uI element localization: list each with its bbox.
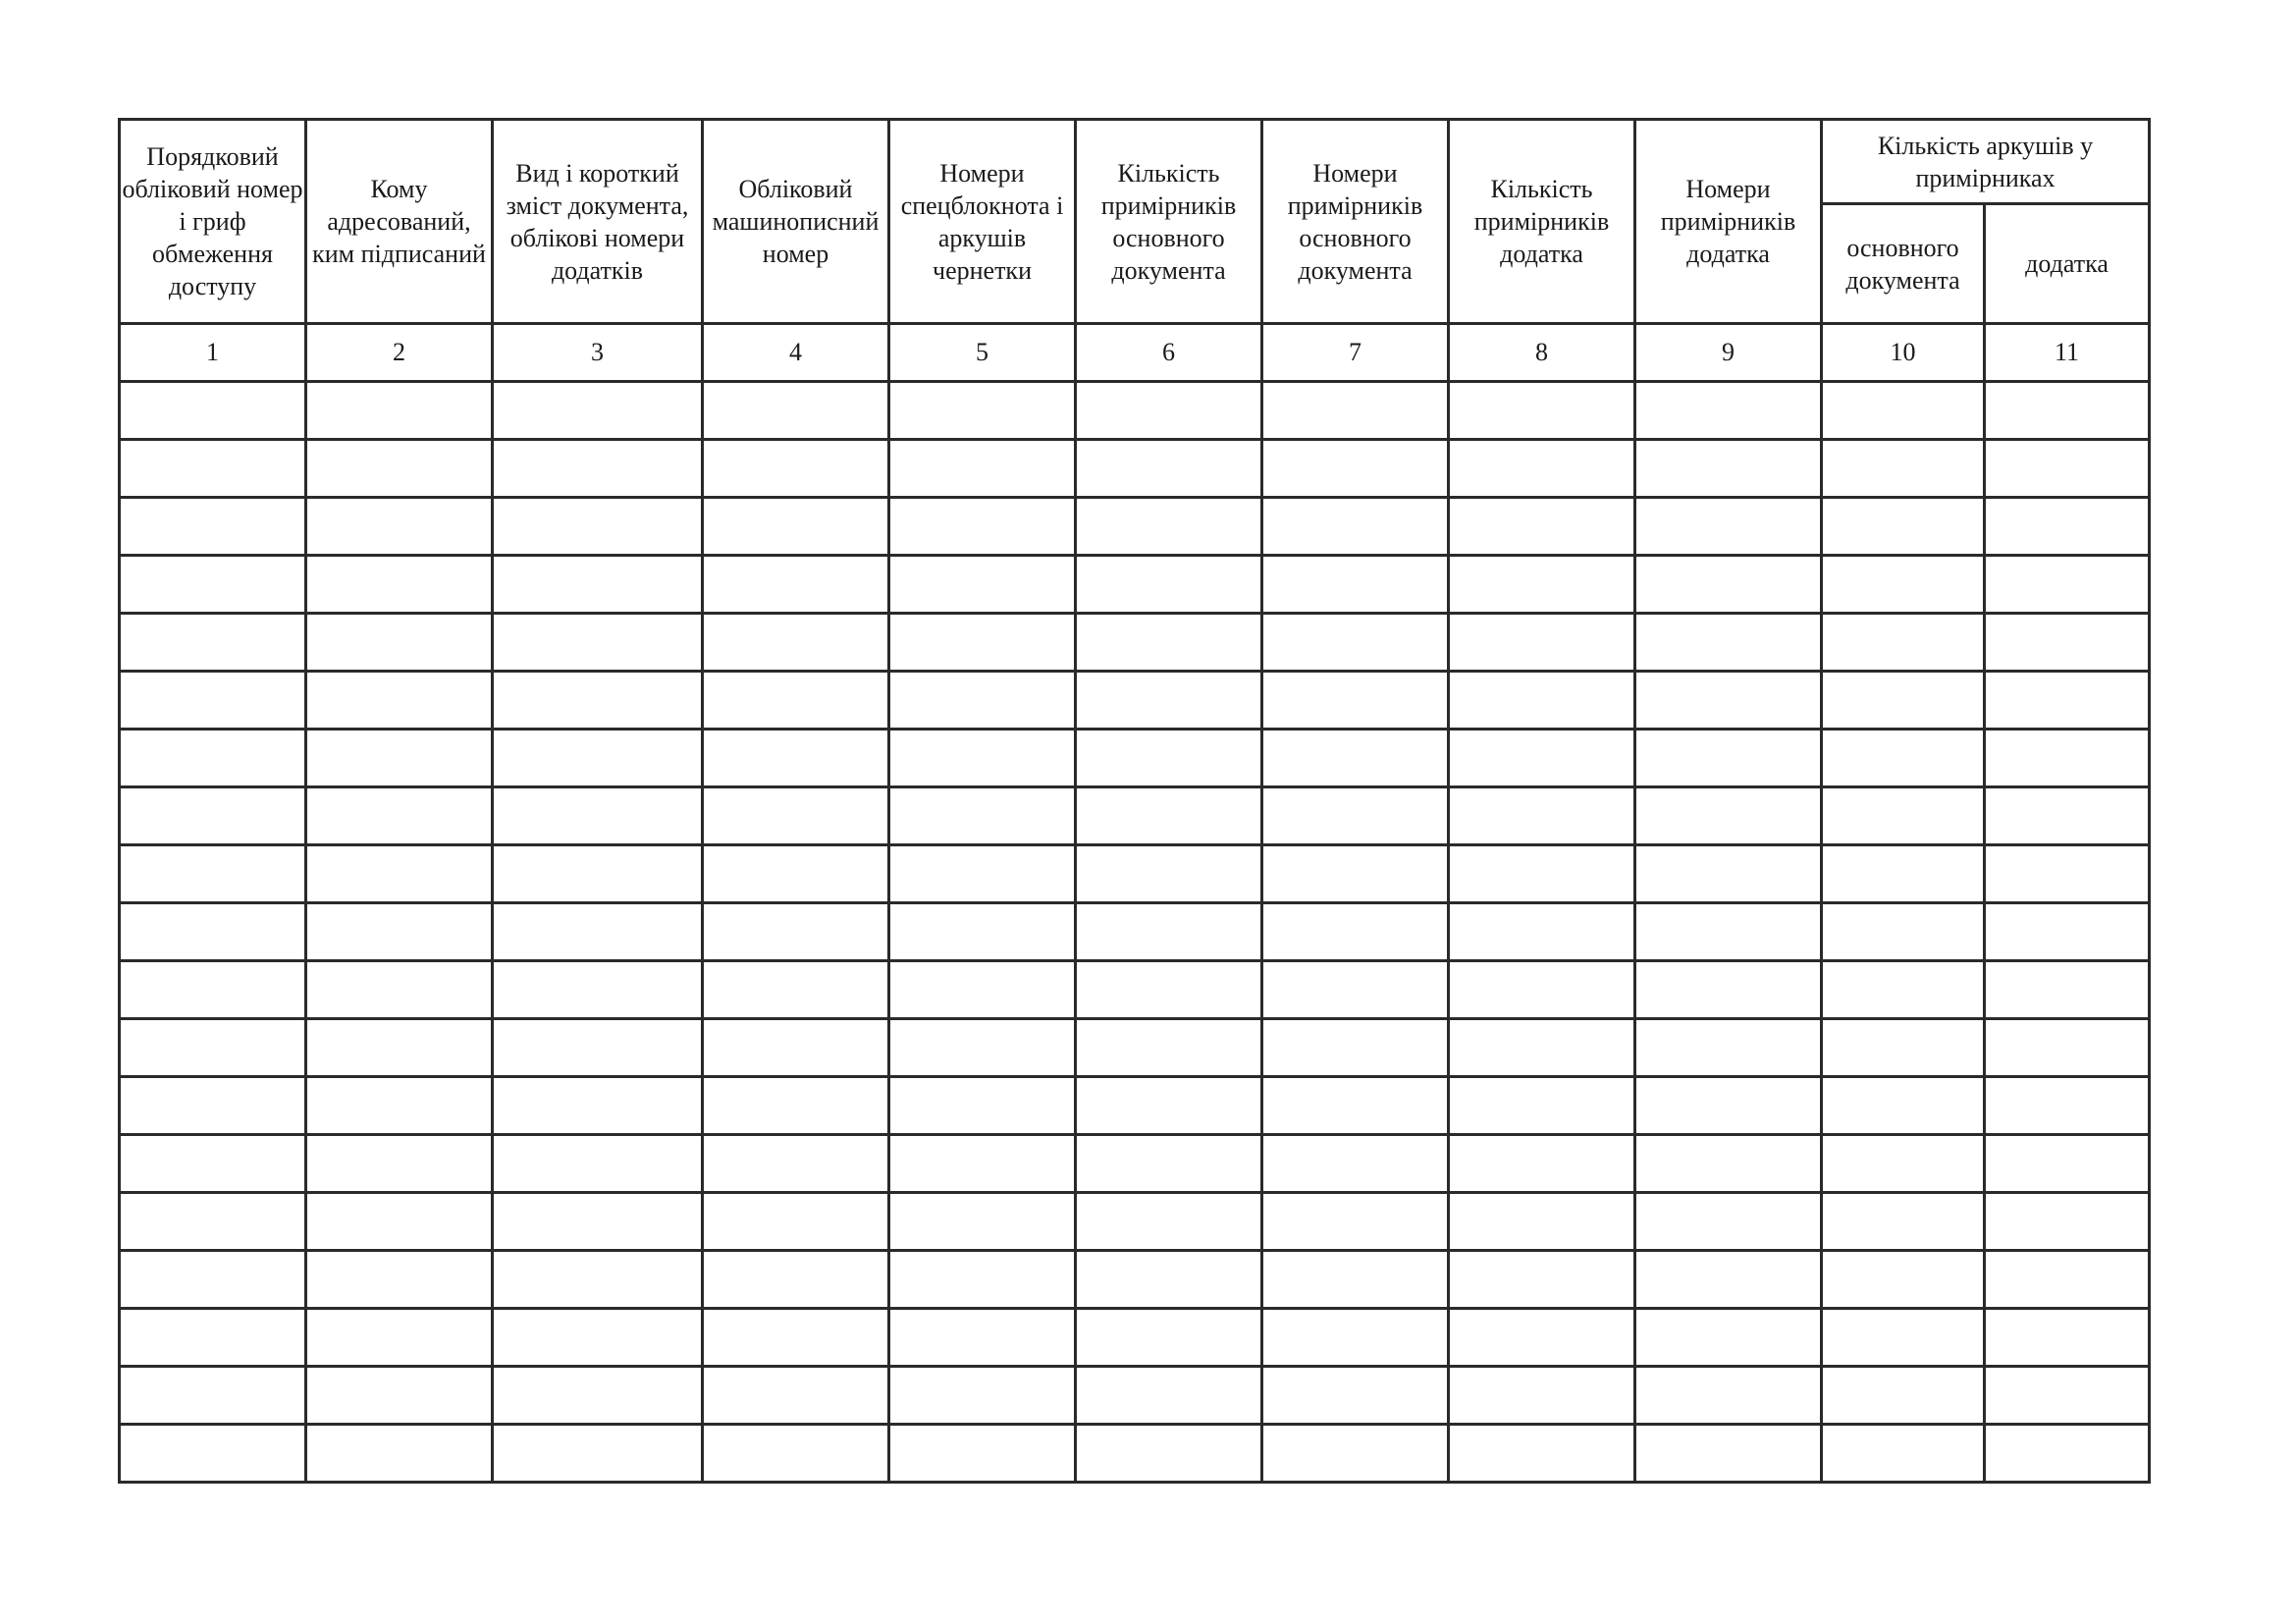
- table-cell: [1985, 1193, 2150, 1251]
- table-cell: [1076, 498, 1262, 556]
- header-cell-3: Вид і короткий зміст документа, облікові номери додатків: [493, 120, 703, 324]
- table-cell: [493, 961, 703, 1019]
- table-cell: [703, 672, 889, 730]
- table-cell: [1449, 440, 1635, 498]
- table-row: [120, 845, 2150, 903]
- table-cell: [703, 1425, 889, 1483]
- header-cell-7: Номери примірників основного документа: [1262, 120, 1449, 324]
- table-cell: [1985, 1251, 2150, 1309]
- table-cell: [120, 1425, 306, 1483]
- table-cell: [493, 1193, 703, 1251]
- table-cell: [1985, 556, 2150, 614]
- table-cell: [1635, 1367, 1822, 1425]
- table-cell: [120, 1019, 306, 1077]
- table-cell: [889, 961, 1076, 1019]
- table-cell: [1985, 730, 2150, 787]
- table-cell: [120, 498, 306, 556]
- table-cell: [1449, 672, 1635, 730]
- table-row: [120, 672, 2150, 730]
- table-cell: [120, 440, 306, 498]
- table-cell: [306, 1425, 493, 1483]
- column-number: 11: [1985, 324, 2150, 382]
- column-number: 4: [703, 324, 889, 382]
- table-cell: [889, 1193, 1076, 1251]
- table-cell: [1449, 1425, 1635, 1483]
- table-row: [120, 1135, 2150, 1193]
- table-cell: [703, 845, 889, 903]
- table-cell: [1076, 845, 1262, 903]
- table-cell: [493, 1367, 703, 1425]
- column-number: 1: [120, 324, 306, 382]
- table-cell: [1449, 498, 1635, 556]
- table-cell: [306, 1251, 493, 1309]
- table-cell: [1262, 903, 1449, 961]
- table-cell: [889, 1425, 1076, 1483]
- table-cell: [1822, 1135, 1985, 1193]
- table-cell: [889, 498, 1076, 556]
- table-cell: [1076, 903, 1262, 961]
- table-cell: [703, 498, 889, 556]
- header-cell-8: Кількість примірників додатка: [1449, 120, 1635, 324]
- column-number: 6: [1076, 324, 1262, 382]
- table-cell: [1262, 672, 1449, 730]
- table-cell: [1635, 1193, 1822, 1251]
- table-cell: [889, 903, 1076, 961]
- table-cell: [1262, 1193, 1449, 1251]
- table-cell: [703, 1135, 889, 1193]
- table-cell: [889, 787, 1076, 845]
- table-cell: [1985, 498, 2150, 556]
- table-cell: [1635, 382, 1822, 440]
- table-cell: [120, 1367, 306, 1425]
- table-row: [120, 1251, 2150, 1309]
- table-cell: [889, 1251, 1076, 1309]
- table-header: [120, 120, 2150, 382]
- table-row: [120, 1193, 2150, 1251]
- table-cell: [889, 1367, 1076, 1425]
- table-cell: [306, 672, 493, 730]
- table-cell: [120, 672, 306, 730]
- table-cell: [1262, 382, 1449, 440]
- table-cell: [306, 730, 493, 787]
- table-cell: [1076, 1135, 1262, 1193]
- table-cell: [120, 1077, 306, 1135]
- table-cell: [889, 845, 1076, 903]
- column-number: 10: [1822, 324, 1985, 382]
- table-cell: [703, 903, 889, 961]
- table-cell: [1449, 730, 1635, 787]
- table-cell: [306, 614, 493, 672]
- table-cell: [1985, 1077, 2150, 1135]
- table-cell: [306, 498, 493, 556]
- table-cell: [1449, 1193, 1635, 1251]
- table-cell: [1822, 1019, 1985, 1077]
- table-cell: [1822, 961, 1985, 1019]
- table-cell: [1262, 787, 1449, 845]
- table-cell: [1449, 614, 1635, 672]
- table-cell: [1822, 672, 1985, 730]
- table-cell: [1262, 556, 1449, 614]
- table-cell: [1262, 440, 1449, 498]
- table-cell: [1262, 614, 1449, 672]
- table-cell: [1076, 1309, 1262, 1367]
- table-row: [120, 440, 2150, 498]
- table-cell: [1262, 1251, 1449, 1309]
- table-cell: [306, 961, 493, 1019]
- table-cell: [493, 1309, 703, 1367]
- table-cell: [1449, 1077, 1635, 1135]
- table-cell: [120, 1251, 306, 1309]
- table-cell: [1076, 787, 1262, 845]
- table-row: [120, 614, 2150, 672]
- sub-header-appendix: додатка: [1985, 204, 2150, 324]
- table-cell: [889, 382, 1076, 440]
- table-cell: [120, 1135, 306, 1193]
- table-cell: [1635, 1019, 1822, 1077]
- table-cell: [306, 1135, 493, 1193]
- table-cell: [1449, 382, 1635, 440]
- table-cell: [306, 1077, 493, 1135]
- table-cell: [1635, 1077, 1822, 1135]
- table-cell: [306, 787, 493, 845]
- table-cell: [120, 845, 306, 903]
- table-cell: [1635, 440, 1822, 498]
- header-cell-5: Номери спецблокнота і аркушів чернетки: [889, 120, 1076, 324]
- table-cell: [493, 845, 703, 903]
- table-cell: [1076, 1019, 1262, 1077]
- table-cell: [1076, 382, 1262, 440]
- table-row: [120, 1019, 2150, 1077]
- table-cell: [1822, 1425, 1985, 1483]
- table-cell: [1635, 903, 1822, 961]
- table-cell: [889, 1135, 1076, 1193]
- table-cell: [493, 498, 703, 556]
- table-cell: [1635, 556, 1822, 614]
- table-cell: [703, 1367, 889, 1425]
- column-number: 3: [493, 324, 703, 382]
- table-cell: [120, 382, 306, 440]
- table-cell: [493, 787, 703, 845]
- table-cell: [120, 787, 306, 845]
- table-cell: [1985, 382, 2150, 440]
- table-cell: [1076, 672, 1262, 730]
- header-cell-1: Порядковий обліковий номер і гриф обмеження доступу: [120, 120, 306, 324]
- table-cell: [1076, 1251, 1262, 1309]
- table-cell: [889, 440, 1076, 498]
- table-cell: [306, 556, 493, 614]
- table-row: [120, 1309, 2150, 1367]
- table-cell: [493, 382, 703, 440]
- table-cell: [1985, 961, 2150, 1019]
- table-cell: [1262, 1077, 1449, 1135]
- table-cell: [889, 1019, 1076, 1077]
- table-cell: [703, 787, 889, 845]
- table-cell: [1449, 787, 1635, 845]
- table-cell: [1449, 845, 1635, 903]
- sub-header-main-document: основного документа: [1822, 204, 1985, 324]
- table-cell: [1822, 1251, 1985, 1309]
- table-cell: [1076, 556, 1262, 614]
- table-cell: [493, 1251, 703, 1309]
- table-cell: [1635, 614, 1822, 672]
- table-cell: [1635, 787, 1822, 845]
- table-cell: [493, 614, 703, 672]
- table-cell: [1985, 845, 2150, 903]
- group-header-sheet-count: Кількість аркушів у примірниках: [1822, 120, 2150, 204]
- table-cell: [1076, 1193, 1262, 1251]
- table-cell: [1262, 1135, 1449, 1193]
- header-cell-6: Кількість примірників основного документа: [1076, 120, 1262, 324]
- table-cell: [1262, 1425, 1449, 1483]
- table-cell: [493, 1077, 703, 1135]
- table-cell: [703, 614, 889, 672]
- table-cell: [703, 1309, 889, 1367]
- table-cell: [1076, 730, 1262, 787]
- table-cell: [1635, 672, 1822, 730]
- table-cell: [120, 1193, 306, 1251]
- table-cell: [1822, 1193, 1985, 1251]
- table-cell: [493, 1019, 703, 1077]
- column-number: 9: [1635, 324, 1822, 382]
- table-cell: [1449, 556, 1635, 614]
- table-cell: [1076, 1077, 1262, 1135]
- table-cell: [493, 1135, 703, 1193]
- table-cell: [1635, 1135, 1822, 1193]
- table-cell: [1822, 730, 1985, 787]
- table-row: [120, 382, 2150, 440]
- table-cell: [703, 961, 889, 1019]
- table-cell: [120, 903, 306, 961]
- table-cell: [306, 903, 493, 961]
- table-cell: [306, 1193, 493, 1251]
- table-cell: [1822, 440, 1985, 498]
- table-cell: [1822, 614, 1985, 672]
- table-row: [120, 1425, 2150, 1483]
- table-cell: [1635, 845, 1822, 903]
- table-cell: [493, 440, 703, 498]
- table-cell: [1822, 1309, 1985, 1367]
- table-cell: [493, 730, 703, 787]
- table-cell: [1076, 1367, 1262, 1425]
- table-cell: [889, 1309, 1076, 1367]
- table-cell: [1985, 1425, 2150, 1483]
- table-cell: [1822, 498, 1985, 556]
- table-cell: [703, 1251, 889, 1309]
- table-cell: [493, 1425, 703, 1483]
- table-cell: [1262, 961, 1449, 1019]
- table-cell: [703, 1077, 889, 1135]
- table-cell: [1635, 498, 1822, 556]
- register-table: [118, 118, 2151, 1484]
- table-cell: [703, 1193, 889, 1251]
- table-cell: [1076, 961, 1262, 1019]
- table-cell: [120, 961, 306, 1019]
- table-cell: [1262, 845, 1449, 903]
- table-cell: [1262, 1019, 1449, 1077]
- table-cell: [1635, 1309, 1822, 1367]
- table-cell: [1449, 903, 1635, 961]
- table-cell: [1985, 903, 2150, 961]
- table-cell: [120, 556, 306, 614]
- table-cell: [1985, 787, 2150, 845]
- column-number: 2: [306, 324, 493, 382]
- table-cell: [1985, 1309, 2150, 1367]
- table-cell: [1635, 1251, 1822, 1309]
- table-row: [120, 556, 2150, 614]
- table-cell: [120, 614, 306, 672]
- table-cell: [1449, 961, 1635, 1019]
- table-cell: [1449, 1019, 1635, 1077]
- table-row: [120, 903, 2150, 961]
- header-cell-4: Обліковий машинописний номер: [703, 120, 889, 324]
- table-cell: [1449, 1367, 1635, 1425]
- table-cell: [889, 614, 1076, 672]
- table-cell: [1822, 382, 1985, 440]
- table-cell: [1635, 1425, 1822, 1483]
- table-cell: [703, 1019, 889, 1077]
- table-cell: [1985, 614, 2150, 672]
- table-row: [120, 1367, 2150, 1425]
- table-cell: [493, 903, 703, 961]
- table-cell: [1822, 903, 1985, 961]
- table-cell: [889, 1077, 1076, 1135]
- table-cell: [1262, 1309, 1449, 1367]
- table-cell: [120, 730, 306, 787]
- table-row: [120, 730, 2150, 787]
- table-cell: [1076, 440, 1262, 498]
- table-cell: [703, 440, 889, 498]
- table-row: [120, 961, 2150, 1019]
- table-cell: [1076, 1425, 1262, 1483]
- table-cell: [306, 845, 493, 903]
- table-cell: [703, 730, 889, 787]
- table-cell: [1262, 498, 1449, 556]
- table-cell: [1985, 1019, 2150, 1077]
- table-cell: [1076, 614, 1262, 672]
- table-cell: [1449, 1251, 1635, 1309]
- table-cell: [306, 440, 493, 498]
- table-cell: [889, 672, 1076, 730]
- table-cell: [493, 672, 703, 730]
- column-number: 5: [889, 324, 1076, 382]
- table-cell: [1822, 1367, 1985, 1425]
- table-cell: [306, 1019, 493, 1077]
- table-cell: [1822, 556, 1985, 614]
- header-cell-2: Кому адресований, ким підписаний: [306, 120, 493, 324]
- table-cell: [889, 730, 1076, 787]
- table-cell: [1985, 440, 2150, 498]
- table-row: [120, 1077, 2150, 1135]
- table-cell: [703, 382, 889, 440]
- table-cell: [1262, 1367, 1449, 1425]
- table-row: [120, 787, 2150, 845]
- table-cell: [1635, 961, 1822, 1019]
- table-cell: [120, 1309, 306, 1367]
- table-cell: [1822, 845, 1985, 903]
- table-cell: [1449, 1135, 1635, 1193]
- table-cell: [306, 1309, 493, 1367]
- table-cell: [1985, 672, 2150, 730]
- table-body: [120, 382, 2150, 1483]
- table-cell: [1822, 1077, 1985, 1135]
- table-cell: [1985, 1135, 2150, 1193]
- table-cell: [306, 1367, 493, 1425]
- table-cell: [1985, 1367, 2150, 1425]
- table-cell: [493, 556, 703, 614]
- table-cell: [1822, 787, 1985, 845]
- column-number: 8: [1449, 324, 1635, 382]
- table-row: [120, 498, 2150, 556]
- table-cell: [889, 556, 1076, 614]
- table-cell: [703, 556, 889, 614]
- table-cell: [306, 382, 493, 440]
- table-cell: [1635, 730, 1822, 787]
- column-number-row: [120, 324, 2150, 382]
- table-cell: [1262, 730, 1449, 787]
- table-cell: [1449, 1309, 1635, 1367]
- column-number: 7: [1262, 324, 1449, 382]
- header-cell-9: Номери примірників додатка: [1635, 120, 1822, 324]
